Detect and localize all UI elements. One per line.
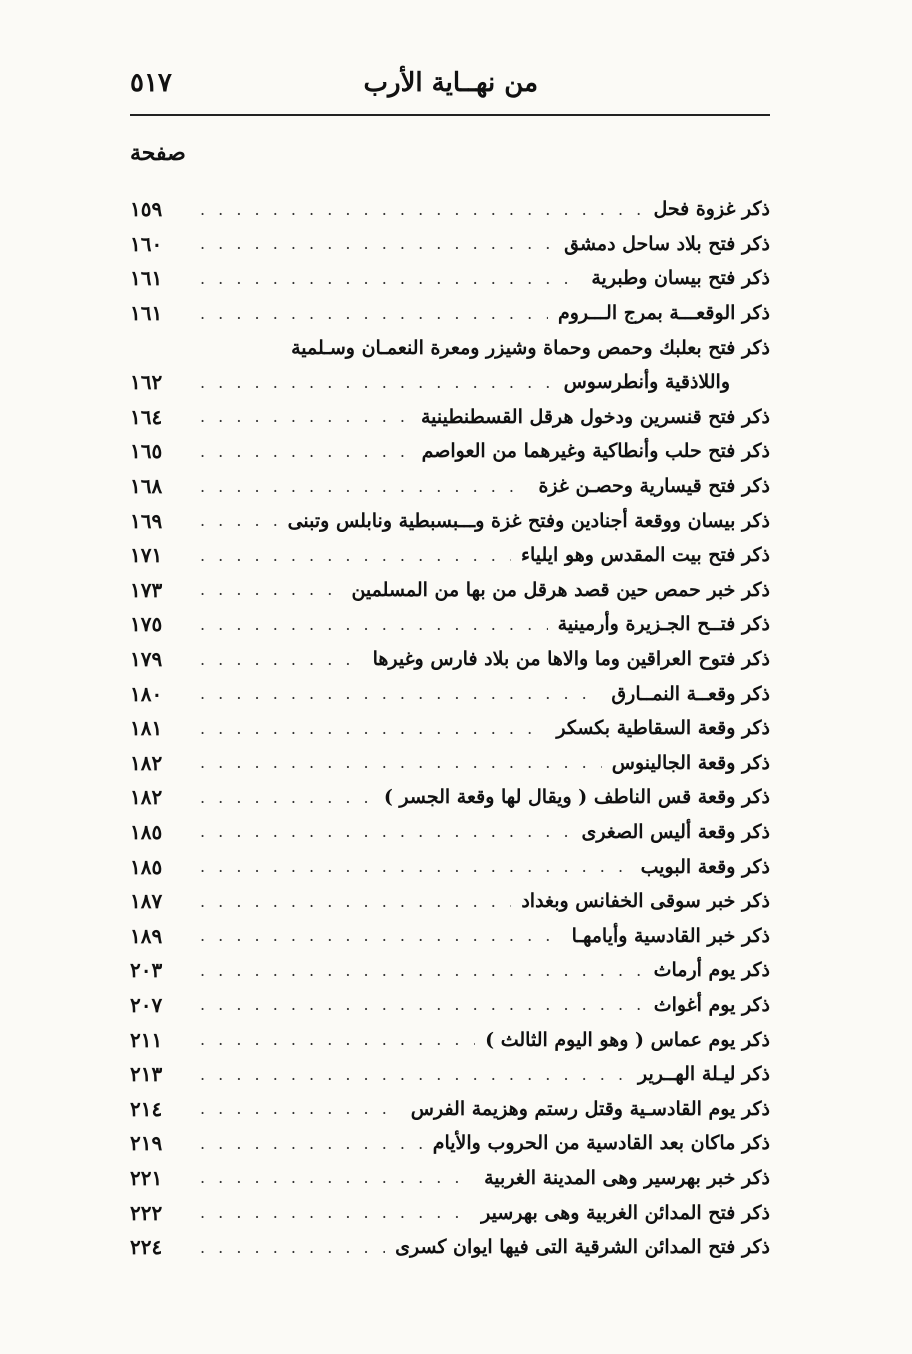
toc-entry-page: ٢٢٤ (130, 1235, 163, 1260)
toc-entry (130, 573, 770, 608)
dot-leader (200, 580, 341, 599)
toc-entry (130, 1057, 770, 1092)
toc-entry-page: ٢١٩ (130, 1131, 163, 1156)
toc-entry-title: ذكر وقعــة النمــارق (611, 682, 770, 705)
toc-entry-page: ١٦٢ (130, 370, 163, 395)
toc-entry-page: ١٨١ (130, 716, 163, 741)
toc-entry (130, 503, 770, 538)
dot-leader (200, 546, 511, 565)
toc-entry (130, 918, 770, 953)
toc-entry-title: ذكر فتح بيسان وطبرية (591, 267, 770, 290)
dot-leader (200, 926, 562, 945)
toc-entry (130, 1022, 770, 1057)
header-rule (130, 114, 770, 116)
toc-entry-title: ذكر بيسان ووقعة أجنادين وفتح غزة وـــبسبطية ونابلس وتبنى (287, 509, 770, 532)
toc-entry-page: ١٨٩ (130, 923, 163, 948)
toc-entry-title: ذكر فتوح العراقين وما والاها من بلاد فارس وغيرها (372, 648, 770, 671)
page-number: ٥١٧ (130, 68, 172, 98)
toc-entry-title: ذكر غزوة فحل (653, 198, 770, 221)
toc-entry (130, 296, 770, 331)
toc-entry (130, 227, 770, 262)
toc-entry (130, 988, 770, 1023)
toc-entry (130, 1195, 770, 1230)
toc-entry-page: ٢٢١ (130, 1165, 163, 1190)
toc-entry-title: ذكر فتح المدائن الشرقية التى فيها ايوان كسرى (395, 1236, 770, 1259)
dot-leader (200, 684, 601, 703)
toc-entry-page: ١٥٩ (130, 197, 163, 222)
toc-entry-page: ١٧٩ (130, 647, 163, 672)
toc-entry-title: ذكر يوم عماس ( وهو اليوم الثالث ) (485, 1028, 770, 1051)
dot-leader (200, 788, 374, 807)
toc-entry-page: ٢١٤ (130, 1096, 163, 1121)
toc-entry-title: ذكر الوقعـــة بمرج الـــروم (557, 302, 770, 325)
toc-entry (130, 849, 770, 884)
toc-entry-title: ذكر ليـلة الهــرير (638, 1063, 770, 1086)
toc-entry (130, 815, 770, 850)
toc-entry-title: ذكر فتــح الجـزيرة وأرمينية (557, 613, 770, 636)
dot-leader (200, 753, 602, 772)
toc-entry-page: ٢١٣ (130, 1062, 163, 1087)
toc-entry-page: ١٨٢ (130, 750, 163, 775)
toc-entry-title: ذكر فتح بعلبك وحمص وحماة وشيزر ومعرة النعمـان وسـلمية (291, 336, 770, 359)
toc-entry-title: ذكر فتح قيسارية وحصـن غزة (538, 475, 770, 498)
toc-entry (130, 746, 770, 781)
dot-leader (200, 615, 548, 634)
toc-entry (130, 1091, 770, 1126)
toc-entry (130, 330, 770, 365)
toc-entry-title: ذكر خبر حمص حين قصد هرقل من بها من المسلمين (351, 578, 770, 601)
dot-leader (200, 857, 631, 876)
toc-entry-page: ١٨٥ (130, 854, 163, 879)
toc-entry-title: ذكر فتح المدائن الغربية وهى بهرسير (481, 1201, 770, 1224)
toc-entry-page: ٢٢٢ (130, 1200, 163, 1225)
toc-entry-title: ذكر خبر بهرسير وهى المدينة الغربية (484, 1166, 770, 1189)
toc-entry-page: ١٨٢ (130, 785, 163, 810)
dot-leader (200, 200, 643, 219)
dot-leader (200, 650, 363, 669)
dot-leader (200, 1099, 401, 1118)
toc-entry (130, 469, 770, 504)
toc-entry (130, 1230, 770, 1265)
toc-entry-title: ذكر وقعة البويب (640, 855, 770, 878)
toc-entry-title: ذكر وقعة أليس الصغرى (581, 820, 770, 843)
toc-entry (130, 1126, 770, 1161)
dot-leader (200, 822, 571, 841)
toc-entry-title: ذكر يوم أغواث (653, 993, 770, 1016)
toc-entry (130, 434, 770, 469)
toc-entry-title: ذكر خبر سوقى الخفانس وبغداد (521, 890, 770, 913)
toc-entry (130, 1161, 770, 1196)
toc-entry (130, 780, 770, 815)
toc-entry-page: ١٦٤ (130, 404, 163, 429)
toc-entry (130, 365, 770, 400)
dot-leader (200, 1134, 423, 1153)
toc-entry (130, 711, 770, 746)
toc-entry (130, 538, 770, 573)
toc-entry-page: ١٦١ (130, 266, 163, 291)
toc-entry-page: ١٨٧ (130, 889, 163, 914)
dot-leader (200, 1238, 385, 1257)
toc-entry-title: ذكر فتح بلاد ساحل دمشق (564, 232, 770, 255)
dot-leader (200, 892, 511, 911)
dot-leader (200, 1203, 471, 1222)
dot-leader (200, 407, 411, 426)
toc-entry-title: ذكر فتح حلب وأنطاكية وغيرهما من العواصم (421, 440, 770, 463)
toc-entry-title: واللاذقية وأنطرسوس (563, 371, 730, 394)
toc-entry-title: ذكر ماكان بعد القادسية من الحروب والأيام (432, 1132, 770, 1155)
toc-entry-page: ١٦٠ (130, 231, 163, 256)
dot-leader (200, 477, 528, 496)
toc-entry-title: ذكر وقعة قس الناطف ( ويقال لها وقعة الجسر ) (383, 786, 770, 809)
toc-entry-title: ذكر يوم القادسـية وقتل رستم وهزيمة الفرس (410, 1097, 770, 1120)
dot-leader (200, 995, 644, 1014)
dot-leader (200, 234, 554, 253)
toc-entry (130, 953, 770, 988)
toc-entry (130, 676, 770, 711)
dot-leader (200, 719, 546, 738)
dot-leader (200, 442, 412, 461)
toc-entry-page: ١٦١ (130, 301, 163, 326)
toc-entry-title: ذكر خبر القادسية وأيامهـا (571, 924, 770, 947)
toc-entry-title: ذكر فتح بيت المقدس وهو ايلياء (521, 544, 770, 567)
toc-entry-page: ١٦٥ (130, 439, 163, 464)
running-title: من نهــاية الأرب (363, 68, 538, 98)
table-of-contents (130, 192, 770, 1264)
dot-leader (200, 1030, 475, 1049)
toc-entry (130, 261, 770, 296)
dot-leader (200, 373, 554, 392)
toc-entry-title: ذكر فتح قنسرين ودخول هرقل القسطنطينية (420, 405, 770, 428)
toc-entry-page: ٢١١ (130, 1027, 163, 1052)
toc-entry-title: ذكر يوم أرماث (653, 959, 770, 982)
toc-entry (130, 607, 770, 642)
toc-entry-page: ٢٠٧ (130, 992, 163, 1017)
toc-entry (130, 884, 770, 919)
dot-leader (200, 304, 548, 323)
dot-leader (200, 1168, 474, 1187)
toc-entry-page: ١٦٩ (130, 508, 163, 533)
toc-entry-page: ١٧٥ (130, 612, 163, 637)
page-column-label: صفحة (130, 140, 186, 166)
toc-entry-page: ١٨٠ (130, 681, 163, 706)
toc-entry (130, 192, 770, 227)
dot-leader (200, 961, 644, 980)
dot-leader (200, 1065, 628, 1084)
dot-leader (200, 269, 581, 288)
dot-leader (200, 511, 278, 530)
running-header (130, 66, 770, 106)
toc-entry-page: ١٨٥ (130, 819, 163, 844)
toc-entry-page: ٢٠٣ (130, 958, 163, 983)
toc-entry-page: ١٧١ (130, 543, 163, 568)
toc-entry-title: ذكر وقعة السقاطية بكسكر (556, 717, 770, 740)
toc-entry (130, 400, 770, 435)
toc-entry-page: ١٧٣ (130, 577, 163, 602)
toc-entry-title: ذكر وقعة الجالينوس (611, 751, 770, 774)
toc-entry-page: ١٦٨ (130, 474, 163, 499)
toc-entry (130, 642, 770, 677)
